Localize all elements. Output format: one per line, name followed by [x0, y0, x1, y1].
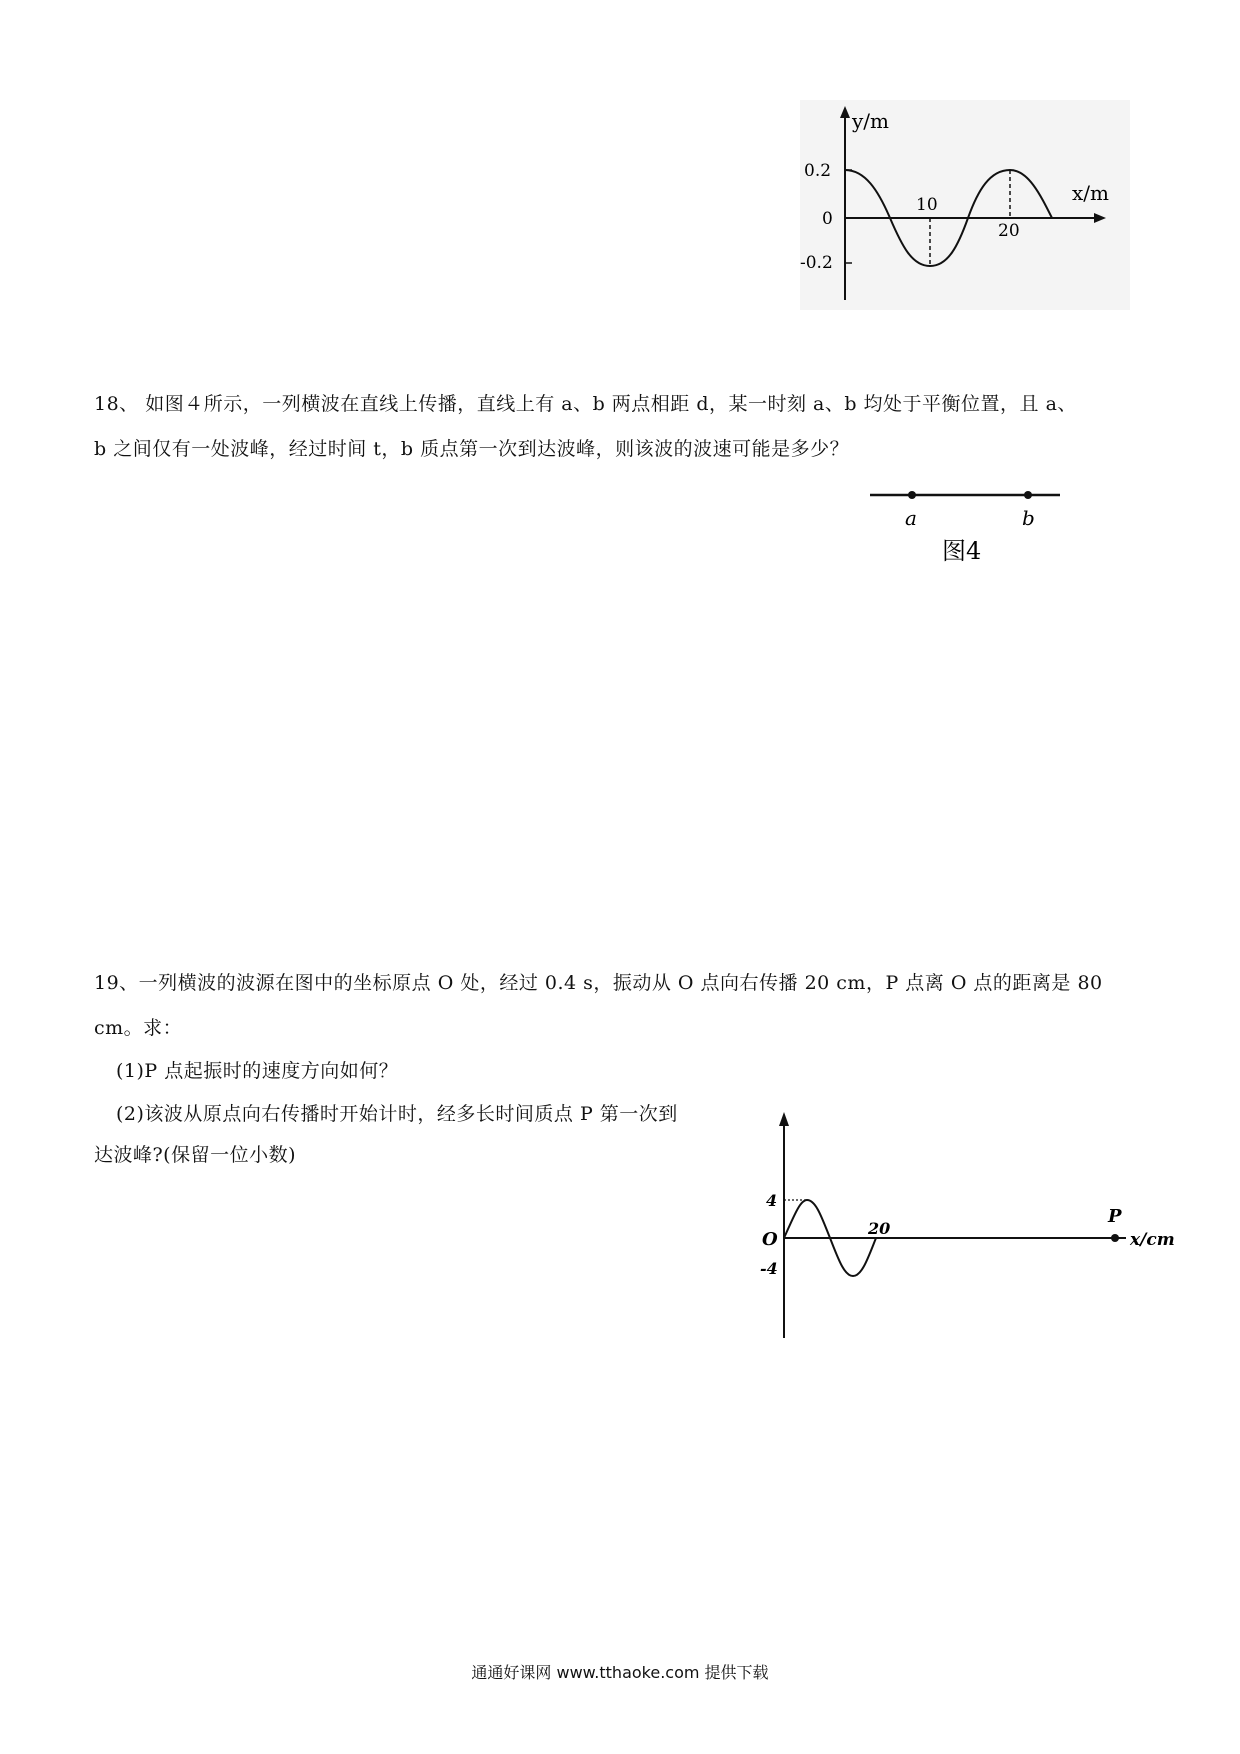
- x-tick-20: 20: [868, 1219, 891, 1238]
- q19-line-2: cm。求：: [94, 1017, 183, 1039]
- x-axis-label: x/cm: [1130, 1230, 1175, 1250]
- y-axis-label: y/m: [852, 109, 890, 133]
- q18-line-1: 18、 如图４所示，一列横波在直线上传播，直线上有 a、b 两点相距 d，某一时刻 a、b 均处于平衡位置，且 a、: [94, 393, 1077, 415]
- figure-4: [865, 480, 1065, 570]
- y-tick-0: 0: [822, 209, 833, 229]
- point-p-marker: [1111, 1234, 1119, 1242]
- y-tick-4: 4: [766, 1191, 778, 1210]
- point-a-label: a: [905, 506, 917, 530]
- page-footer: 通通好课网 www.tthaoke.com 提供下载: [471, 1663, 769, 1682]
- origin-label: O: [762, 1229, 778, 1250]
- figure-4-caption: 图4: [942, 537, 982, 565]
- x-tick-20: 20: [998, 221, 1020, 241]
- point-b-label: b: [1022, 506, 1035, 530]
- wave-graph-top: [800, 100, 1130, 310]
- y-tick-neg-4: -4: [760, 1259, 778, 1278]
- point-p-label: P: [1108, 1206, 1122, 1227]
- q19-sub-2-line-1: (2)该波从原点向右传播时开始计时，经多长时间质点 P 第一次到: [116, 1103, 678, 1125]
- point-b-marker: [1024, 491, 1032, 499]
- q19-line-1: 19、一列横波的波源在图中的坐标原点 O 处，经过 0.4 s，振动从 O 点向右传播 20 cm，P 点离 O 点的距离是 80: [94, 972, 1103, 994]
- y-axis-arrow-icon: [779, 1112, 789, 1126]
- q18-line-2: b 之间仅有一处波峰，经过时间 t，b 质点第一次到达波峰，则该波的波速可能是多少？: [94, 438, 850, 460]
- q19-sub-2-line-2: 达波峰?(保留一位小数): [94, 1144, 297, 1166]
- y-tick-0-2: 0.2: [804, 161, 832, 181]
- y-tick-neg-0-2: -0.2: [800, 253, 833, 273]
- point-a-marker: [908, 491, 916, 499]
- x-tick-10: 10: [916, 195, 938, 215]
- q19-sub-1: (1)P 点起振时的速度方向如何？: [116, 1060, 399, 1082]
- wave-graph-q19: [750, 1110, 1190, 1350]
- x-axis-label: x/m: [1072, 181, 1109, 205]
